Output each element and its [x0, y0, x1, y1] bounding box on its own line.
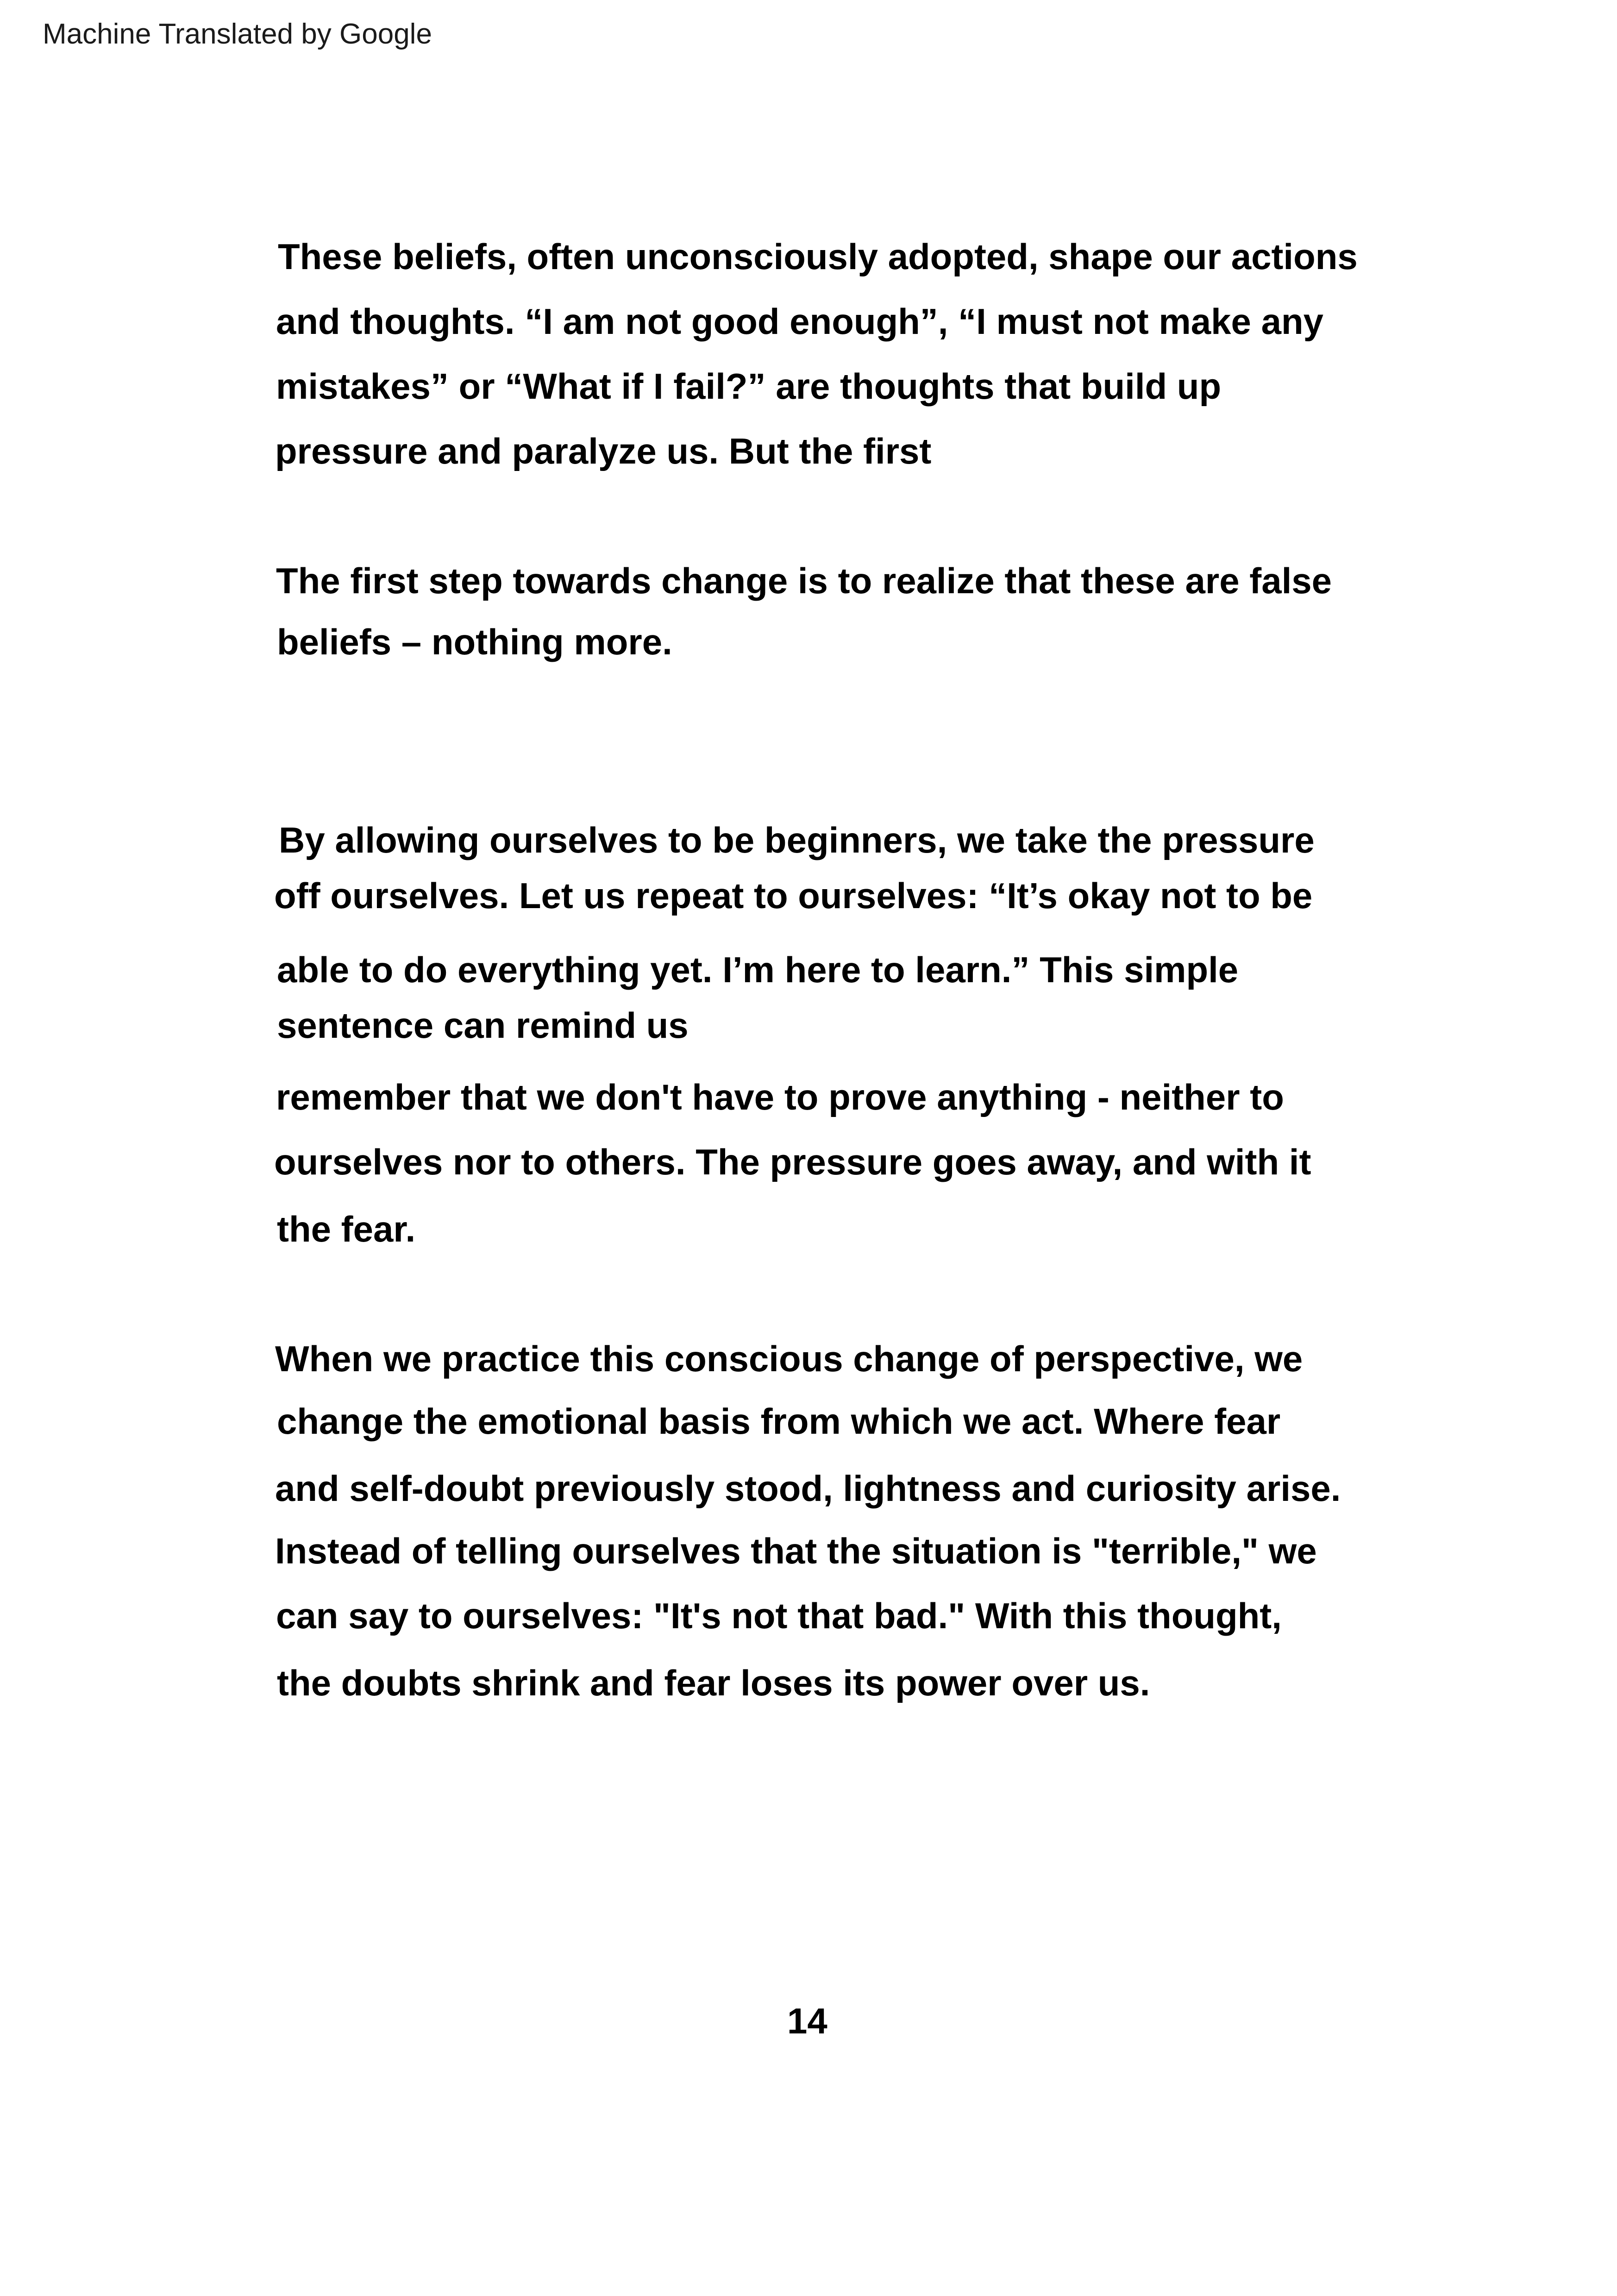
- translation-watermark: Machine Translated by Google: [43, 18, 432, 50]
- text-line: off ourselves. Let us repeat to ourselves: “It’s okay not to be: [274, 875, 1313, 916]
- text-line: and thoughts. “I am not good enough”, “I must not make any: [276, 301, 1323, 342]
- text-line: able to do everything yet. I’m here to learn.” This simple: [277, 949, 1239, 990]
- text-line: ourselves nor to others. The pressure goes away, and with it: [274, 1142, 1311, 1182]
- text-line: When we practice this conscious change of perspective, we: [275, 1338, 1303, 1379]
- text-line: The first step towards change is to realize that these are false: [276, 560, 1332, 601]
- text-line: Instead of telling ourselves that the situation is "terrible," we: [275, 1531, 1317, 1571]
- page-number: 14: [787, 2001, 827, 2041]
- text-line: pressure and paralyze us. But the first: [275, 431, 932, 471]
- text-line: mistakes” or “What if I fail?” are thoughts that build up: [276, 366, 1222, 407]
- text-line: the fear.: [277, 1209, 416, 1249]
- text-line: remember that we don't have to prove anything - neither to: [276, 1077, 1284, 1117]
- text-line: beliefs – nothing more.: [277, 621, 672, 662]
- text-line: sentence can remind us: [277, 1005, 689, 1046]
- text-line: and self-doubt previously stood, lightness and curiosity arise.: [275, 1468, 1341, 1509]
- text-line: By allowing ourselves to be beginners, we take the pressure: [279, 820, 1315, 860]
- text-line: the doubts shrink and fear loses its power over us.: [277, 1662, 1150, 1703]
- text-line: can say to ourselves: "It's not that bad." With this thought,: [276, 1595, 1282, 1636]
- text-line: change the emotional basis from which we act. Where fear: [277, 1401, 1281, 1442]
- text-line: These beliefs, often unconsciously adopted, shape our actions: [278, 236, 1358, 277]
